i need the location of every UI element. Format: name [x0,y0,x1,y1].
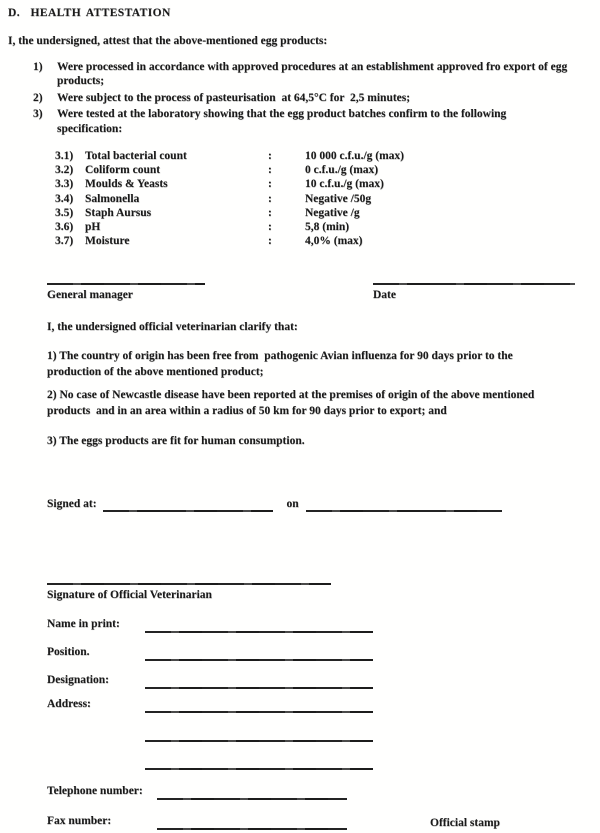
signed-at-place-line [103,510,273,512]
spec-number: 3.3) [55,178,74,191]
spec-value: Negative /50g [305,192,372,205]
name-in-print-row [47,617,373,634]
spec-number: 3.1) [55,150,74,162]
condition-number: 2) [33,91,43,104]
telephone-line [157,798,347,800]
conditions-list [33,60,571,138]
condition-item-2 [33,91,568,105]
general-manager-label: General manager [47,289,133,301]
signed-on-date-line [306,510,502,512]
section-title: D. HEALTH ATTESTATION [8,7,171,19]
vet-clause-newcastle-disease: 2) No case of Newcastle disease have been reported at the premises of origin of the above mentioned products and in an area within a radius of 50 km for 90 days prior to export; and [47,389,538,417]
spec-row-ph [55,220,555,234]
condition-text: Were subject to the process of pasteurisation at 64,5°C for 2,5 minutes; [57,91,411,104]
vet-clause-human-consumption: 3) The eggs products are fit for human consumption. [47,435,305,447]
spec-row-salmonella [55,192,555,206]
spec-label: pH [85,221,101,234]
spec-row-staph-aursus [55,206,555,220]
address-line-2 [145,740,373,742]
date-signature-line [373,283,575,285]
date-signature-block [373,283,575,302]
signed-at-row [47,497,502,513]
spec-label: Salmonella [85,192,140,205]
spec-row-coliform-count [55,163,555,177]
signed-at-label: Signed at: [47,498,97,510]
spec-row-moulds-yeasts [55,177,555,191]
general-manager-signature-block [47,283,205,302]
spec-number: 3.4) [55,192,74,205]
manager-date-signature-row [47,283,575,302]
general-manager-signature-line [47,283,205,285]
spec-label: Staph Aursus [85,206,152,219]
signed-on-label: on [286,498,299,510]
spec-label: Moulds & Yeasts [85,178,168,191]
attestation-intro: I, the undersigned, attest that the above-mentioned egg products: [8,35,328,47]
spec-colon: : [268,206,272,219]
veterinarian-intro: I, the undersigned official veterinarian clarify that: [47,321,298,333]
date-label: Date [373,289,396,301]
address-line-1 [145,711,373,713]
designation-line [145,687,373,689]
spec-number: 3.7) [55,235,74,248]
position-label: Position. [47,646,90,658]
spec-label: Total bacterial count [85,150,187,162]
spec-colon: : [268,150,272,162]
condition-number: 1) [33,61,43,73]
spec-colon: : [268,164,272,177]
spec-value: 10 000 c.f.u./g (max) [305,150,405,162]
spec-colon: : [268,235,272,248]
spec-value: 10 c.f.u./g (max) [305,178,384,191]
fax-line [157,828,347,830]
official-veterinarian-signature-label: Signature of Official Veterinarian [47,589,212,601]
address-label: Address: [47,698,91,710]
spec-value: Negative /g [305,206,360,219]
official-veterinarian-signature-block [47,583,331,602]
condition-item-1 [33,60,571,89]
position-line [145,659,373,661]
condition-text: Were tested at the laboratory showing that the egg product batches confirm to the following specification: [57,108,510,135]
fax-row [47,814,347,831]
vet-clause-avian-influenza: 1) The country of origin has been free from pathogenic Avian influenza for 90 days prior to the production of the above mentioned product; [47,350,516,378]
spec-number: 3.5) [55,206,74,219]
spec-row-total-bacterial-count [55,149,555,163]
fax-label: Fax number: [47,815,112,827]
telephone-row [47,784,347,801]
condition-number: 3) [33,108,43,121]
spec-colon: : [268,178,272,191]
spec-value: 5,8 (min) [305,221,350,234]
designation-row [47,673,373,690]
spec-number: 3.6) [55,221,74,234]
address-row [47,697,373,714]
spec-label: Coliform count [85,164,161,177]
name-in-print-label: Name in print: [47,618,120,630]
position-row [47,645,373,662]
condition-text: Were processed in accordance with approved procedures at an establishment approved fro export of egg products; [57,61,571,88]
spec-colon: : [268,221,272,234]
spec-value: 0 c.f.u./g (max) [305,164,379,177]
designation-label: Designation: [47,674,109,686]
spec-value: 4,0% (max) [305,235,363,248]
specification-table [55,149,555,248]
condition-item-3 [33,107,568,136]
telephone-label: Telephone number: [47,785,143,797]
spec-colon: : [268,192,272,205]
official-veterinarian-signature-line [47,583,331,585]
spec-number: 3.2) [55,164,74,177]
spec-row-moisture [55,234,555,248]
official-stamp-label: Official stamp [430,817,500,829]
address-line-3 [145,768,373,770]
spec-label: Moisture [85,235,130,248]
name-in-print-line [145,631,373,633]
